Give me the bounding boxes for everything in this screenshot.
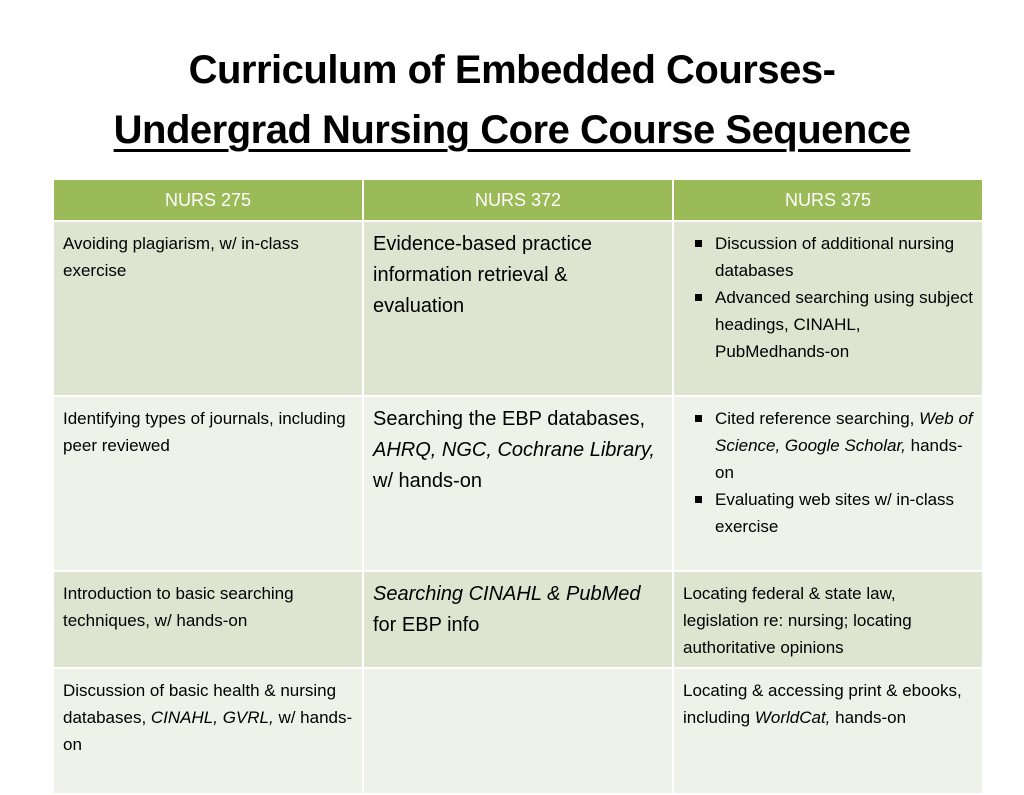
cell-text: for EBP info: [373, 614, 480, 636]
title-line-2: Undergrad Nursing Core Course Sequence: [113, 108, 911, 152]
bullet-list: [683, 230, 974, 365]
item-text: hands-on: [715, 436, 963, 482]
cell-text-italic: Searching CINAHL & PubMed: [373, 583, 641, 605]
table-cell: Avoiding plagiarism, w/ in-class exercise: [53, 221, 363, 396]
header-nurs-372: NURS 372: [363, 179, 673, 221]
item-text-italic: Web of Science, Google Scholar,: [715, 409, 973, 455]
cell-text: hands-on: [830, 708, 907, 727]
table-row: [53, 571, 983, 668]
cell-text: w/ hands-on: [63, 708, 353, 754]
table-cell: [363, 668, 673, 794]
table-cell: Identifying types of journals, including peer reviewed: [53, 396, 363, 571]
table-header-row: [53, 179, 983, 221]
title-line-1: Curriculum of Embedded Courses-: [188, 48, 836, 92]
list-item: Evaluating web sites w/ in-class exercise: [683, 486, 974, 540]
table-cell: [673, 396, 983, 571]
table-row: [53, 396, 983, 571]
course-sequence-table: [52, 178, 984, 795]
item-text: Cited reference searching,: [715, 409, 920, 428]
table-cell: [673, 668, 983, 794]
bullet-list: [683, 405, 974, 540]
table-cell: [363, 396, 673, 571]
slide-title: [0, 40, 1024, 160]
header-nurs-375: NURS 375: [673, 179, 983, 221]
table-cell: [673, 221, 983, 396]
list-item: Discussion of additional nursing databases: [683, 230, 974, 284]
table-cell: Locating federal & state law, legislation re: nursing; locating authoritative opinions: [673, 571, 983, 668]
cell-text: Searching the EBP databases,: [373, 408, 646, 430]
header-nurs-275: NURS 275: [53, 179, 363, 221]
cell-text: Discussion of basic health & nursing databases,: [63, 681, 337, 727]
table-row: [53, 221, 983, 396]
cell-text-italic: AHRQ, NGC, Cochrane Library,: [373, 439, 655, 461]
table-cell: Introduction to basic searching techniques, w/ hands-on: [53, 571, 363, 668]
cell-text-italic: CINAHL, GVRL,: [150, 708, 274, 727]
table-cell: Evidence-based practice information retrieval & evaluation: [363, 221, 673, 396]
cell-text: w/ hands-on: [373, 470, 482, 492]
cell-text: Locating & accessing print & ebooks, including: [683, 681, 962, 727]
list-item: Advanced searching using subject headings, CINAHL, PubMedhands-on: [683, 284, 974, 365]
table-row: [53, 668, 983, 794]
table-cell: [363, 571, 673, 668]
table-cell: [53, 668, 363, 794]
list-item: [683, 405, 974, 486]
cell-text-italic: WorldCat,: [754, 708, 831, 727]
